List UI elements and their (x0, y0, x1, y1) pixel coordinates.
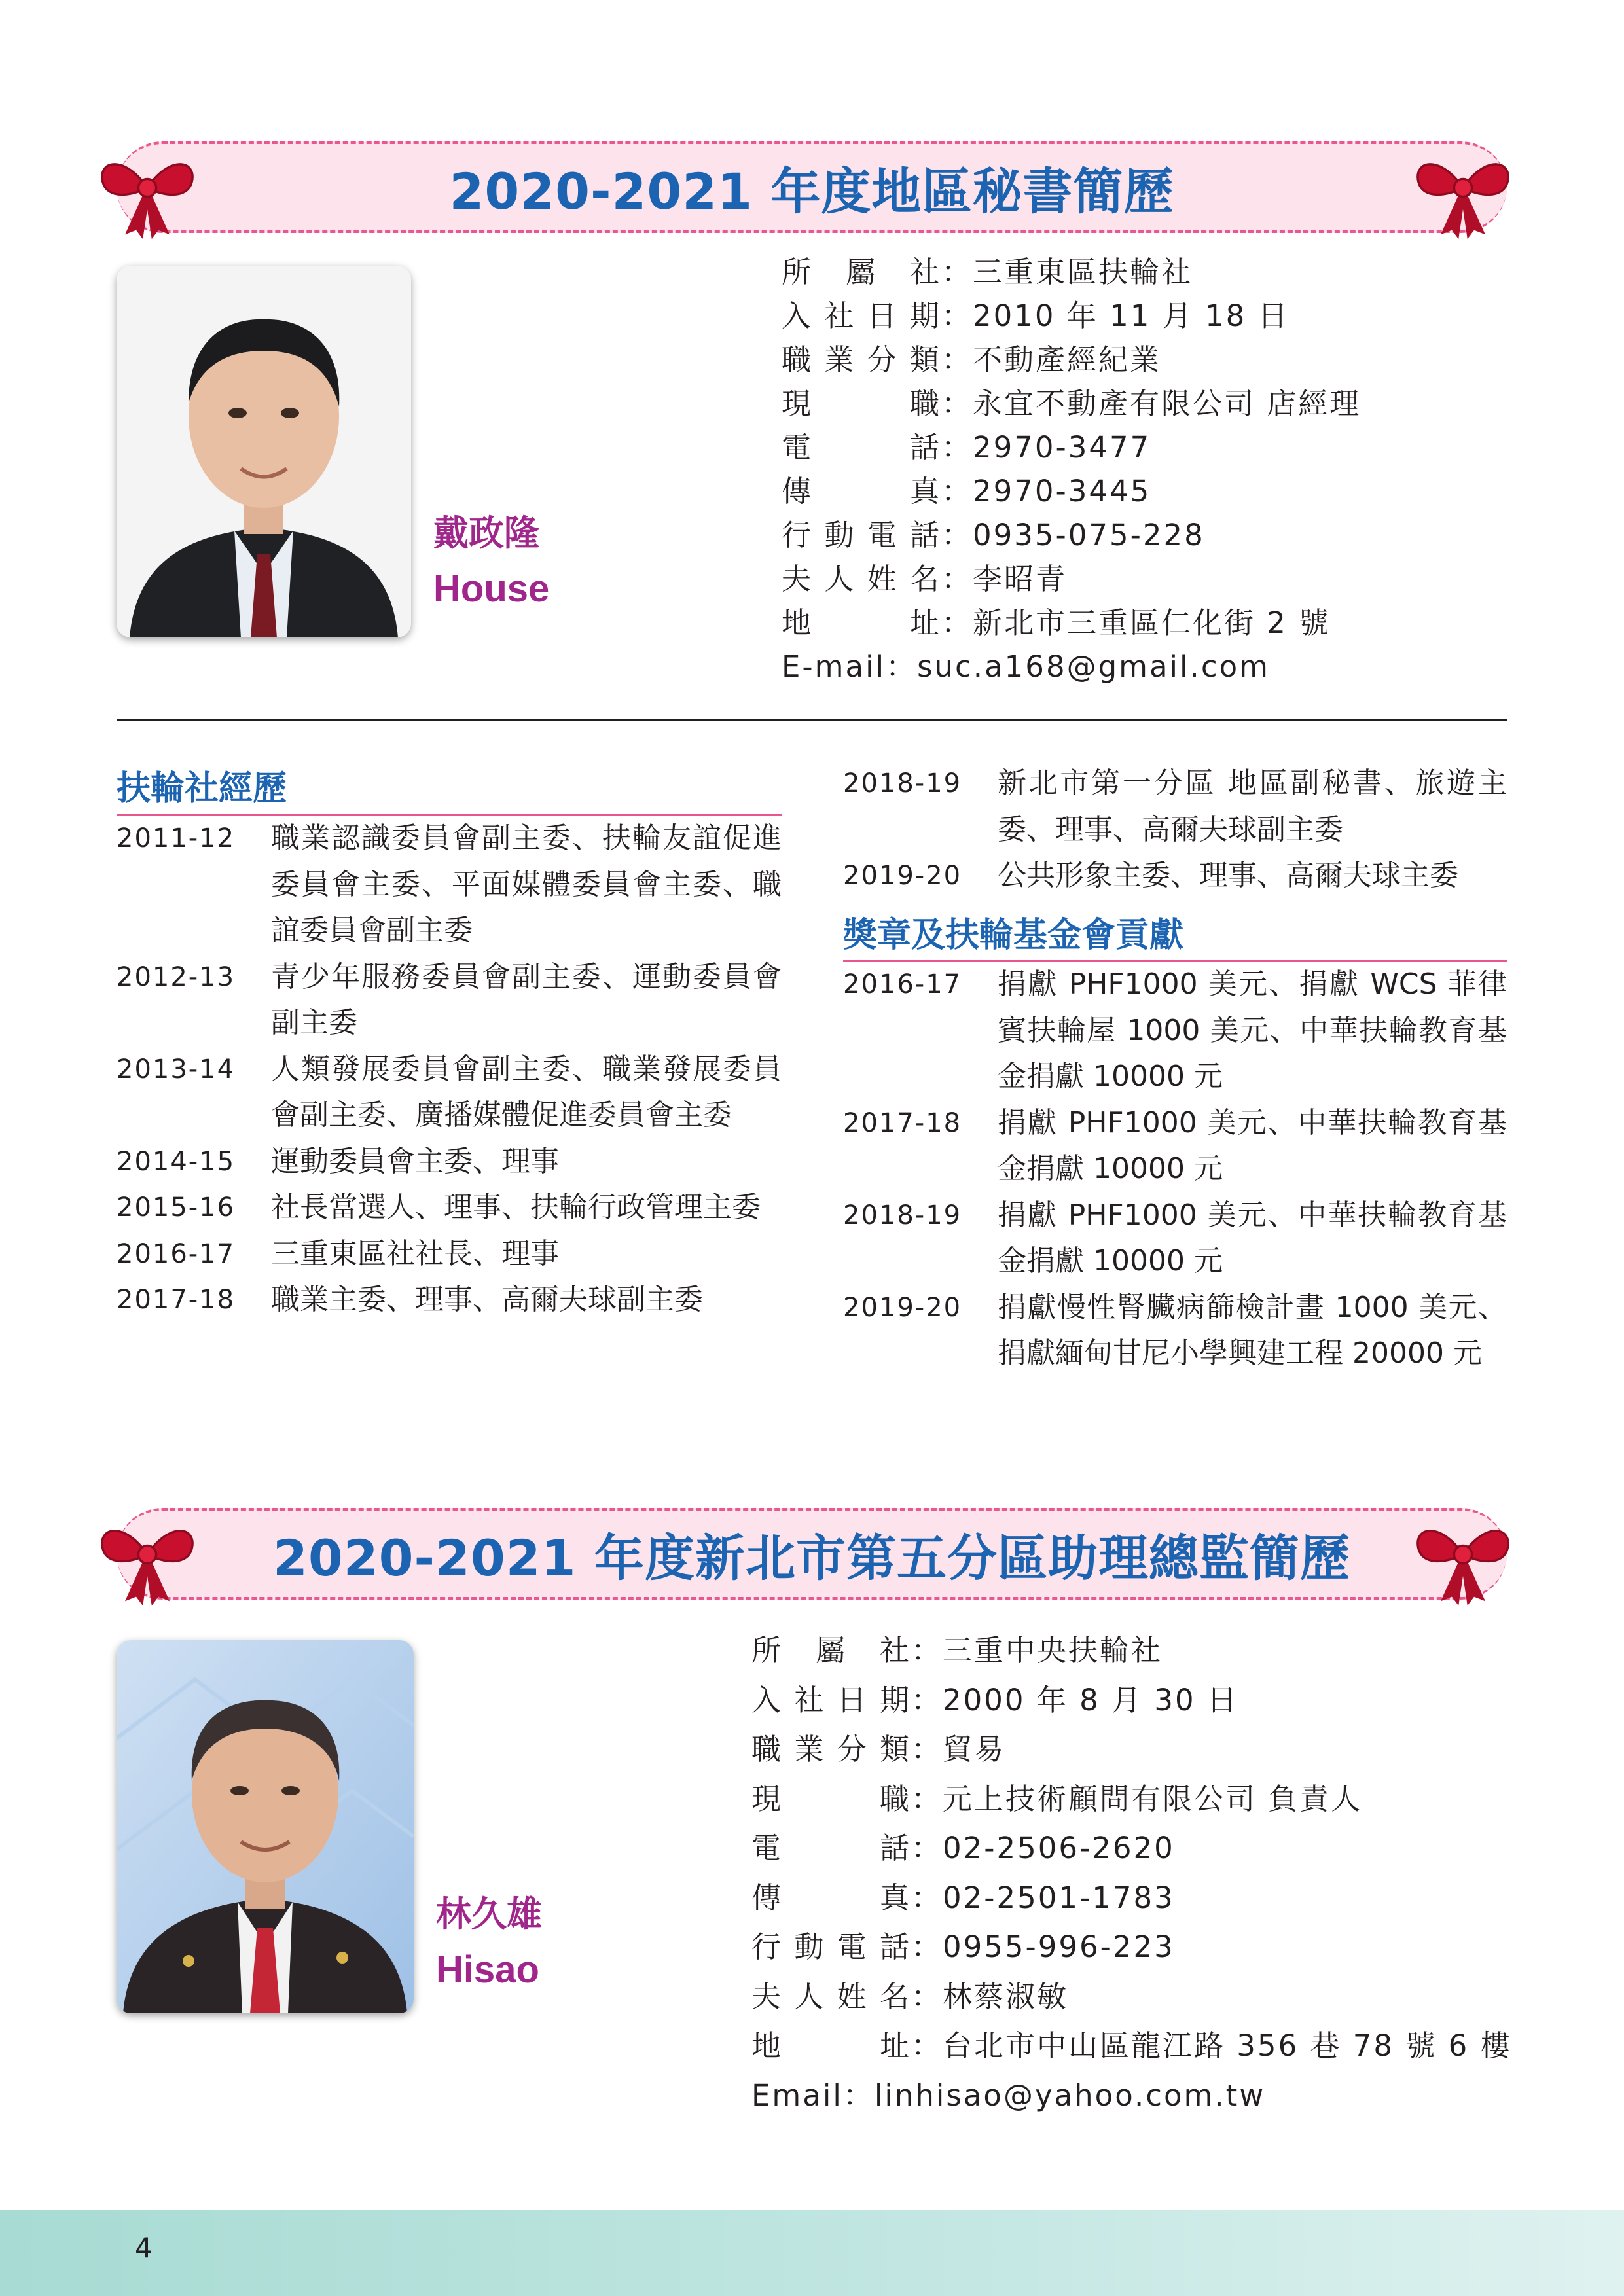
profile-info-list (782, 250, 1361, 689)
info-value: ：三重中央扶輪社 (911, 1633, 1163, 1668)
history-year: 2012-13 (117, 961, 236, 992)
info-row-position (782, 382, 1361, 425)
history-item (117, 1277, 782, 1323)
info-value: ：不動產經紀業 (941, 342, 1162, 377)
award-text: 捐獻 PHF1000 美元、捐獻 WCS 菲律賓扶輪屋 1000 美元、中華扶輪教育基金捐獻 10000 元 (998, 967, 1507, 1093)
history-year: 2015-16 (117, 1193, 236, 1223)
info-value: ：02-2506-2620 (911, 1831, 1175, 1865)
section1-title: 2020-2021 年度地區秘書簡歷 (449, 162, 1174, 221)
info-row-email (751, 2071, 1512, 2121)
info-label: E-mail (782, 649, 886, 684)
page-footer-band (0, 2210, 1624, 2296)
history-text: 運動委員會主委、理事 (271, 1144, 559, 1178)
info-row-address (782, 601, 1361, 645)
history-item (843, 853, 1507, 899)
history-text: 職業認識委員會副主委、扶輪友誼促進委員會主委、平面媒體委員會主委、職誼委員會副主委 (271, 821, 782, 947)
award-text: 捐獻 PHF1000 美元、中華扶輪教育基金捐獻 10000 元 (998, 1105, 1507, 1185)
award-year: 2016-17 (843, 969, 962, 999)
info-value: ：台北市中山區龍江路 356 巷 78 號 6 樓 (911, 2028, 1512, 2063)
portrait-photo (117, 266, 411, 637)
info-label: 電 話 (751, 1831, 911, 1865)
ribbon-bow-icon (92, 1499, 203, 1610)
awards-heading: 獎章及扶輪基金會貢獻 (843, 907, 1507, 962)
info-row-join-date (782, 294, 1361, 338)
info-row-club (751, 1626, 1512, 1676)
section2-banner (117, 1508, 1507, 1600)
history-item (117, 1231, 782, 1278)
info-row-fax (782, 469, 1361, 513)
person-name-english: Hisao (436, 1948, 539, 1991)
info-row-mobile (751, 1922, 1512, 1972)
info-label: 入社日期 (782, 298, 941, 333)
info-row-classification (751, 1725, 1512, 1774)
info-label: 行動電話 (751, 1929, 911, 1964)
info-row-position (751, 1774, 1512, 1824)
award-year: 2017-18 (843, 1107, 962, 1138)
ribbon-bow-icon (92, 132, 203, 243)
history-text: 社長當選人、理事、扶輪行政管理主委 (271, 1191, 761, 1224)
person-name-chinese: 戴政隆 (433, 512, 539, 554)
info-label: 地 址 (782, 605, 941, 640)
history-item (117, 1185, 782, 1231)
info-value: ：linhisao@yahoo.com.tw (842, 2077, 1266, 2113)
history-item (117, 1047, 782, 1139)
info-row-spouse (751, 1972, 1512, 2022)
history-item (117, 1139, 782, 1185)
info-row-address (751, 2021, 1512, 2071)
ribbon-bow-icon (1407, 1499, 1519, 1610)
award-year: 2019-20 (843, 1292, 962, 1323)
info-value: ：2000 年 8 月 30 日 (911, 1682, 1238, 1717)
history-text: 職業主委、理事、高爾夫球副主委 (271, 1283, 703, 1316)
award-item (843, 1100, 1507, 1193)
info-row-phone (782, 425, 1361, 469)
history-item (843, 761, 1507, 853)
info-value: ：suc.a168@gmail.com (886, 649, 1270, 684)
profile-info-list (751, 1626, 1512, 2120)
history-text: 人類發展委員會副主委、職業發展委員會副主委、廣播媒體促進委員會主委 (271, 1052, 782, 1132)
info-value: ：李昭青 (941, 562, 1068, 596)
history-list-right (843, 761, 1507, 899)
info-label: 入社日期 (751, 1682, 911, 1717)
info-label: 傳 真 (782, 474, 941, 509)
history-item (117, 954, 782, 1047)
history-year: 2018-19 (843, 768, 962, 798)
info-value: ：2010 年 11 月 18 日 (941, 298, 1290, 333)
info-label: 行動電話 (782, 518, 941, 552)
info-label: 現 職 (751, 1781, 911, 1816)
info-value: ：林蔡淑敏 (911, 1979, 1069, 2014)
page-number: 4 (135, 2232, 153, 2264)
info-value: ：新北市三重區仁化街 2 號 (941, 605, 1331, 640)
history-year: 2014-15 (117, 1146, 236, 1177)
info-row-classification (782, 338, 1361, 382)
info-label: 職業分類 (782, 342, 941, 377)
history-item (117, 816, 782, 954)
info-label: 職業分類 (751, 1732, 911, 1767)
info-value: ：元上技術顧問有限公司 負責人 (911, 1781, 1363, 1816)
award-item (843, 1285, 1507, 1377)
info-label: 地 址 (751, 2028, 911, 2063)
info-value: ：永宜不動產有限公司 店經理 (941, 386, 1362, 421)
info-value: ：貿易 (911, 1732, 1006, 1767)
history-year: 2013-14 (117, 1054, 236, 1085)
info-value: ：三重東區扶輪社 (941, 255, 1193, 289)
award-item (843, 1193, 1507, 1285)
history-year: 2017-18 (117, 1285, 236, 1315)
info-label: 夫人姓名 (782, 562, 941, 596)
info-row-club (782, 250, 1361, 294)
history-text: 三重東區社社長、理事 (271, 1236, 559, 1270)
award-item (843, 961, 1507, 1100)
info-label: 傳 真 (751, 1880, 911, 1915)
info-label: Email (751, 2077, 843, 2113)
portrait-photo (117, 1640, 414, 2013)
info-value: ：0955-996-223 (911, 1929, 1175, 1964)
info-label: 所 屬 社 (751, 1633, 911, 1668)
info-row-mobile (782, 513, 1361, 557)
history-text: 青少年服務委員會副主委、運動委員會副主委 (271, 960, 782, 1039)
history-text: 新北市第一分區 地區副秘書、旅遊主委、理事、高爾夫球副主委 (998, 766, 1507, 846)
person-name-english: House (433, 567, 550, 610)
award-year: 2018-19 (843, 1200, 962, 1230)
info-value: ：2970-3477 (941, 430, 1151, 465)
info-row-join-date (751, 1676, 1512, 1725)
info-label: 夫人姓名 (751, 1979, 911, 2014)
award-text: 捐獻 PHF1000 美元、中華扶輪教育基金捐獻 10000 元 (998, 1198, 1507, 1278)
person-name-chinese: 林久雄 (436, 1893, 542, 1935)
history-heading: 扶輪社經歷 (117, 761, 782, 816)
section1-banner (117, 141, 1507, 233)
history-text: 公共形象主委、理事、高爾夫球主委 (998, 859, 1458, 892)
history-year: 2016-17 (117, 1238, 236, 1269)
awards-list (843, 961, 1507, 1377)
info-row-phone (751, 1823, 1512, 1873)
info-row-spouse (782, 557, 1361, 601)
ribbon-bow-icon (1407, 132, 1519, 243)
info-value: ：0935-075-228 (941, 518, 1205, 552)
info-row-fax (751, 1873, 1512, 1923)
award-text: 捐獻慢性腎臟病篩檢計畫 1000 美元、捐獻緬甸甘尼小學興建工程 20000 元 (998, 1290, 1507, 1370)
info-label: 電 話 (782, 430, 941, 465)
info-value: ：2970-3445 (941, 474, 1151, 509)
history-year: 2011-12 (117, 823, 236, 853)
history-year: 2019-20 (843, 861, 962, 891)
section2-title: 2020-2021 年度新北市第五分區助理總監簡歷 (272, 1528, 1351, 1587)
info-label: 所 屬 社 (782, 255, 941, 289)
history-list-left (117, 816, 782, 1323)
info-row-email (782, 645, 1361, 689)
info-value: ：02-2501-1783 (911, 1880, 1175, 1915)
section-divider (117, 719, 1507, 721)
info-label: 現 職 (782, 386, 941, 421)
